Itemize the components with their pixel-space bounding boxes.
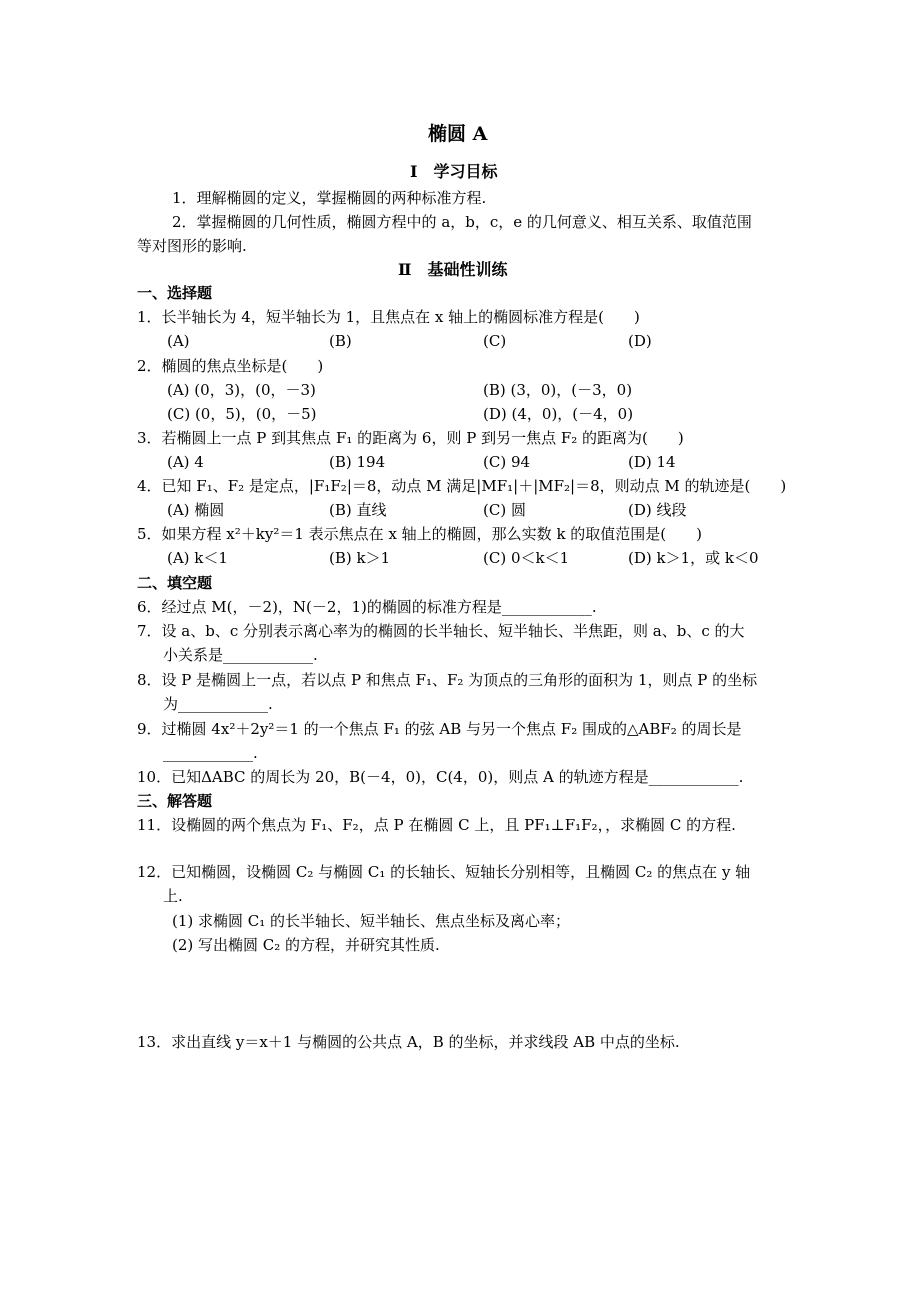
question-13: 13．求出直线 y＝x＋1 与椭圆的公共点 A，B 的坐标，并求线段 AB 中点的坐标. xyxy=(137,1033,680,1051)
q4-option-b: (B) 直线 xyxy=(329,501,387,519)
question-7-cont: 小关系是____________. xyxy=(163,646,318,664)
question-1: 1．长半轴长为 4，短半轴长为 1，且焦点在 x 轴上的椭圆标准方程是( ) xyxy=(137,308,640,326)
section-heading-basic-training: Ⅱ 基础性训练 xyxy=(398,260,508,279)
question-5: 5．如果方程 x²＋ky²＝1 表示焦点在 x 轴上的椭圆，那么实数 k 的取值范围是( ) xyxy=(137,525,703,543)
q1-option-c: (C) xyxy=(483,332,507,350)
question-8-cont: 为____________. xyxy=(163,695,273,713)
q1-option-a: (A) xyxy=(167,332,190,350)
question-7: 7．设 a、b、c 分别表示离心率为的椭圆的长半轴长、短半轴长、半焦距，则 a、b、c 的大 xyxy=(137,622,745,640)
q1-option-b: (B) xyxy=(329,332,352,350)
q2-option-d: (D) (4，0)，(－4，0) xyxy=(483,405,634,423)
section-heading-learning-goals: Ⅰ 学习目标 xyxy=(410,162,498,181)
question-6: 6．经过点 M(，－2)，N(－2，1)的椭圆的标准方程是____________. xyxy=(137,598,597,616)
q3-option-d: (D) 14 xyxy=(628,453,676,471)
question-10: 10．已知ΔABC 的周长为 20，B(－4，0)，C(4，0)，则点 A 的轨迹方程是____________. xyxy=(137,768,744,786)
goal-item-1: 1．理解椭圆的定义，掌握椭圆的两种标准方程. xyxy=(172,189,487,207)
question-8: 8．设 P 是椭圆上一点，若以点 P 和焦点 F₁、F₂ 为顶点的三角形的面积为 1，则点 P 的坐标 xyxy=(137,671,758,689)
q2-option-c: (C) (0，5)，(0，－5) xyxy=(167,405,317,423)
q3-option-b: (B) 194 xyxy=(329,453,386,471)
q2-option-b: (B) (3，0)，(－3，0) xyxy=(483,381,633,399)
q2-option-a: (A) (0，3)，(0，－3) xyxy=(167,381,316,399)
q3-option-c: (C) 94 xyxy=(483,453,531,471)
solve-heading: 三、解答题 xyxy=(137,792,213,810)
goal-item-2: 2．掌握椭圆的几何性质，椭圆方程中的 a，b，c，e 的几何意义、相互关系、取值范围 xyxy=(172,213,752,231)
q1-option-d: (D) xyxy=(628,332,652,350)
q5-option-c: (C) 0＜k＜1 xyxy=(483,549,570,567)
q4-option-d: (D) 线段 xyxy=(628,501,687,519)
question-12-cont: 上. xyxy=(163,887,183,905)
question-12-part-1: (1) 求椭圆 C₁ 的长半轴长、短半轴长、焦点坐标及离心率； xyxy=(172,912,571,930)
question-9-cont: ____________. xyxy=(163,744,258,762)
q4-option-a: (A) 椭圆 xyxy=(167,501,225,519)
fill-heading: 二、填空题 xyxy=(137,574,213,592)
question-9: 9．过椭圆 4x²＋2y²＝1 的一个焦点 F₁ 的弦 AB 与另一个焦点 F₂ 围成的△ABF₂ 的周长是 xyxy=(137,720,742,738)
question-12-part-2: (2) 写出椭圆 C₂ 的方程，并研究其性质. xyxy=(172,936,440,954)
q4-option-c: (C) 圆 xyxy=(483,501,526,519)
q5-option-a: (A) k＜1 xyxy=(167,549,228,567)
q3-option-a: (A) 4 xyxy=(167,453,204,471)
question-2: 2．椭圆的焦点坐标是( ) xyxy=(137,357,324,375)
page-title: 椭圆 A xyxy=(428,123,488,145)
question-12: 12．已知椭圆，设椭圆 C₂ 与椭圆 C₁ 的长轴长、短轴长分别相等，且椭圆 C₂ 的焦点在 y 轴 xyxy=(137,863,751,881)
q5-option-d: (D) k＞1，或 k＜0 xyxy=(628,549,759,567)
question-4: 4．已知 F₁、F₂ 是定点，|F₁F₂|＝8，动点 M 满足|MF₁|＋|MF₂|＝8，则动点 M 的轨迹是( ) xyxy=(137,477,787,495)
question-3: 3．若椭圆上一点 P 到其焦点 F₁ 的距离为 6，则 P 到另一焦点 F₂ 的距离为( ) xyxy=(137,429,684,447)
goal-item-2-cont: 等对图形的影响. xyxy=(137,237,247,255)
q5-option-b: (B) k＞1 xyxy=(329,549,391,567)
choice-heading: 一、选择题 xyxy=(137,284,213,302)
question-11: 11．设椭圆的两个焦点为 F₁、F₂，点 P 在椭圆 C 上，且 PF₁⊥F₁F₂，，求椭圆 C 的方程. xyxy=(137,816,736,834)
